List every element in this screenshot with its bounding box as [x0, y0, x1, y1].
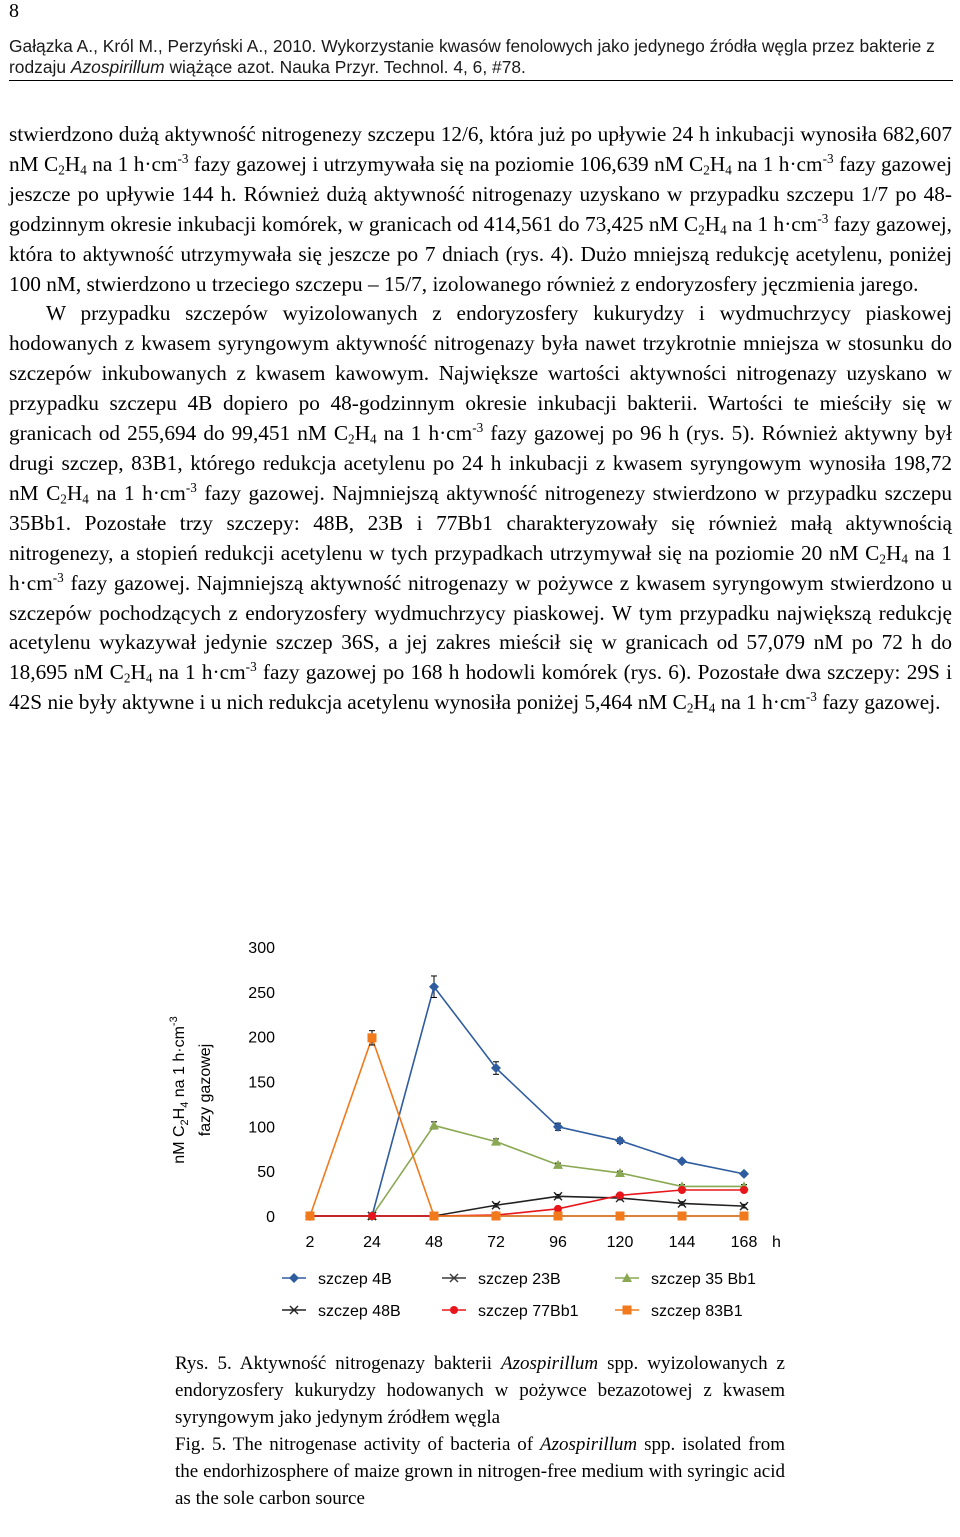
paragraph-1 [9, 120, 952, 299]
x-tick-label: 168 [730, 1234, 758, 1251]
p1-text-g: fazy gazowej, która to aktywność utrzymywała się jeszcze po 7 dniach (rys. 4). Dużo mniejszą redukcję acetylenu, poniżej 100 nM, stwierdzono u trzeciego szczepu – 15/7, izolowanego również z endoryzosfery jęczmienia jarego. [9, 211, 953, 296]
x-tick-label: 48 [425, 1234, 443, 1251]
marker-triangle [429, 1120, 439, 1129]
marker-square [623, 1306, 632, 1315]
ylabel-sub: 4 [179, 1101, 191, 1108]
y-tick-labels [248, 940, 275, 1226]
p2-text-c: fazy gazowej po 96 h (rys. 5). Również aktywny był drugi szczep, 83B1, którego redukcja acetylenu po 24 h inkubacji z kwasem syryngowym wynosiła 198,72 nM C [9, 421, 953, 505]
caption-pl-genus: Azospirillum [501, 1353, 599, 1374]
p2-text-h: na 1 h·cm [158, 660, 246, 685]
chem-exp: -3 [185, 479, 197, 495]
ylabel-line2: fazy gazowej [197, 1043, 214, 1137]
chem-sub: 2 [60, 491, 67, 507]
chem-exp: -3 [245, 659, 257, 675]
chem-sub: 2 [123, 670, 131, 686]
chem-exp: -3 [805, 689, 817, 705]
legend-label: szczep 4B [318, 1271, 392, 1288]
chem-exp: -3 [822, 150, 834, 166]
x-unit-label: h [772, 1234, 781, 1251]
ylabel-sub: 2 [179, 1119, 191, 1126]
legend [282, 1271, 756, 1320]
p2-text-f: na 1 h·cm [9, 540, 952, 595]
nitrogenase-activity-chart [150, 925, 810, 1345]
caption-en [175, 1431, 785, 1512]
caption-en-suffix: spp. isolated from the endorhizosphere of maize grown in nitrogen-free medium with syringic acid as the sole carbon source [175, 1434, 786, 1509]
caption-en-prefix: Fig. 5. The nitrogenase activity of bacteria of [175, 1434, 534, 1455]
x-tick-label: 144 [668, 1234, 696, 1251]
p2-text-a: W przypadku szczepów wyizolowanych z endoryzosfery kukurydzy i wydmuchrzycy piaskowej hodowanych z kwasem syryngowym aktywność nitrogenazy była nawet trzykrotnie mniejsza w stosunku do szczepów inkubowanych z kwasem kawowym. Największe wartości aktywności nitrogenazy uzyskano w przypadku szczepu 4B dopiero po 48-godzinnym okresie inkubacji bakterii. Wartości te mieściły się w granicach od 255,694 do 99,451 nM C [9, 301, 952, 446]
body-text [9, 120, 952, 718]
series-line [310, 987, 744, 1216]
chem-sub: 4 [80, 162, 87, 178]
marker-square [306, 1212, 315, 1221]
chem-sub: 2 [698, 222, 705, 238]
marker-square [740, 1212, 749, 1221]
y-tick-label: 100 [248, 1119, 275, 1137]
chem-h: H [709, 151, 726, 176]
marker-circle [740, 1186, 748, 1194]
chem-h: H [130, 660, 146, 685]
legend-label: szczep 35 Bb1 [651, 1271, 756, 1288]
p1-text-c: fazy gazowej i utrzymywała się na poziomie 106,639 nM C [193, 151, 704, 176]
caption-pl-suffix: spp. wyizolowanych z endoryzosfery kukurydzy hodowanych w pożywce bezazotowej z kwasem syryngowym jako jedynym źródłem węgla [175, 1353, 785, 1428]
chem-exp: -3 [177, 150, 189, 166]
running-header [9, 36, 953, 78]
marker-diamond [677, 1156, 687, 1166]
y-axis-label [168, 1016, 214, 1163]
chem-exp: -3 [472, 420, 484, 436]
ylabel-part: na 1 h·cm [171, 1026, 188, 1102]
legend-label: szczep 23B [478, 1271, 561, 1288]
x-tick-label: 2 [305, 1234, 315, 1251]
page-number: 8 [9, 0, 19, 22]
legend-label: szczep 83B1 [651, 1303, 743, 1320]
y-tick-label: 50 [257, 1164, 275, 1182]
chem-sub: 2 [348, 431, 355, 447]
legend-item [442, 1303, 579, 1320]
x-tick-labels [306, 1234, 781, 1251]
header-genus: Azospirillum [70, 57, 165, 77]
legend-item [282, 1271, 392, 1288]
caption-pl [175, 1350, 785, 1431]
marker-diamond [739, 1169, 749, 1179]
y-tick-label: 200 [248, 1029, 275, 1047]
ylabel-sup: -3 [168, 1016, 180, 1027]
chem-sub: 4 [145, 670, 153, 686]
chem-h: H [704, 211, 721, 236]
chem-h: H [693, 690, 709, 715]
chem-sub: 2 [879, 550, 886, 566]
y-tick-label: 300 [248, 940, 275, 957]
p1-text-d: na 1 h·cm [737, 151, 823, 176]
chem-sub: 4 [725, 162, 732, 178]
p1-text-f: na 1 h·cm [732, 211, 818, 236]
chem-sub: 4 [708, 700, 716, 716]
y-tick-label: 0 [266, 1209, 275, 1226]
x-tick-label: 72 [487, 1234, 505, 1251]
header-citation: Gałązka A., Król M., Perzyński A., 2010. Wykorzystanie kwasów fenolowych jako jedynego źródła węgla przez bakterie z rodzaju [9, 36, 935, 77]
p1-text-a: stwierdzono dużą aktywność nitrogenezy szczepu 12/6, która już po upływie 24 h inkubacji wynosiła 682,607 nM C [9, 122, 952, 176]
y-tick-label: 150 [248, 1074, 275, 1092]
chem-sub: 4 [720, 222, 727, 238]
marker-square [492, 1212, 501, 1221]
x-tick-label: 120 [606, 1234, 634, 1251]
marker-diamond [615, 1136, 625, 1146]
chem-sub: 2 [58, 162, 65, 178]
p2-text-i: fazy gazowej po 168 h hodowli komórek (rys. 6). Pozostałe dwa szczepy: 29S i 42S nie były aktywne i u nich redukcja acetylenu wynosiła poniżej 5,464 nM C [9, 660, 953, 715]
caption-en-genus: Azospirillum [540, 1434, 638, 1455]
chem-sub: 4 [370, 431, 377, 447]
marker-circle [368, 1212, 376, 1220]
caption-pl-prefix: Rys. 5. Aktywność nitrogenazy bakterii [175, 1353, 492, 1374]
ylabel-part: nM C [171, 1125, 188, 1164]
chem-sub: 2 [686, 700, 694, 716]
p2-text-k: fazy gazowej. [822, 690, 941, 715]
chem-sub: 4 [901, 550, 908, 566]
series-layer [305, 976, 749, 1221]
marker-square [554, 1212, 563, 1221]
p2-text-g: fazy gazowej. Najmniejszą aktywność nitrogenazy w pożywce z kwasem syryngowym stwierdzono u szczepów pochodzących z endoryzosfery wydmuchrzycy piaskowej. W tym przypadku największą redukcję acetylenu wykazywał jedynie szczep 36S, a jej zakres mieścił się w granicach od 57,079 nM po 72 h do 18,695 nM C [9, 570, 952, 685]
y-tick-label: 250 [248, 984, 275, 1002]
marker-circle [678, 1186, 686, 1194]
chem-sub: 2 [703, 162, 710, 178]
marker-square [430, 1212, 439, 1221]
p2-text-d: na 1 h·cm [96, 480, 186, 505]
p2-text-b: na 1 h·cm [383, 421, 473, 446]
marker-circle [616, 1191, 624, 1199]
chem-h: H [354, 421, 371, 446]
p2-text-j: na 1 h·cm [720, 690, 806, 715]
legend-item [615, 1271, 756, 1288]
chem-exp: -3 [52, 569, 64, 585]
chem-h: H [66, 480, 83, 505]
legend-item [615, 1303, 743, 1320]
marker-circle [450, 1306, 458, 1314]
header-rule [9, 80, 953, 81]
paragraph-2 [9, 299, 952, 718]
ylabel-part: H [171, 1107, 188, 1120]
legend-label: szczep 48B [318, 1303, 401, 1320]
legend-item [442, 1271, 561, 1288]
marker-square [616, 1212, 625, 1221]
x-tick-label: 24 [363, 1234, 381, 1251]
figure-caption [175, 1350, 785, 1512]
legend-label: szczep 77Bb1 [478, 1303, 579, 1320]
chem-h: H [885, 540, 902, 565]
p2-text-e: fazy gazowej. Najmniejszą aktywność nitrogenezy stwierdzono w przypadku szczepu 35Bb1. Pozostałe trzy szczepy: 48B, 23B i 77Bb1 charakteryzowały się również małą aktywnością nitrogenezy, a stopień redukcji acetylenu w tych przypadkach utrzymywał się na poziomie 20 nM C [9, 480, 952, 565]
chem-exp: -3 [817, 210, 829, 226]
chem-h: H [64, 151, 81, 176]
header-citation-tail: wiążące azot. Nauka Przyr. Technol. 4, 6, #78. [169, 57, 526, 77]
p1-text-e: fazy gazowej jeszcze po upływie 144 h. Również dużą aktywność nitrogenazy uzyskano w przypadku szczepu 1/7 po 48-godzinnym okresie inkubacji komórek, w granicach od 414,561 do 73,425 nM C [9, 151, 952, 236]
x-tick-label: 96 [549, 1234, 567, 1251]
marker-square [368, 1033, 377, 1042]
legend-item [282, 1303, 401, 1320]
svg-text:nM C2H4 na 1 h·cm-3 [168, 1016, 191, 1163]
chem-sub: 4 [82, 491, 89, 507]
p1-text-b: na 1 h·cm [92, 151, 178, 176]
marker-square [678, 1212, 687, 1221]
marker-diamond [289, 1273, 299, 1283]
